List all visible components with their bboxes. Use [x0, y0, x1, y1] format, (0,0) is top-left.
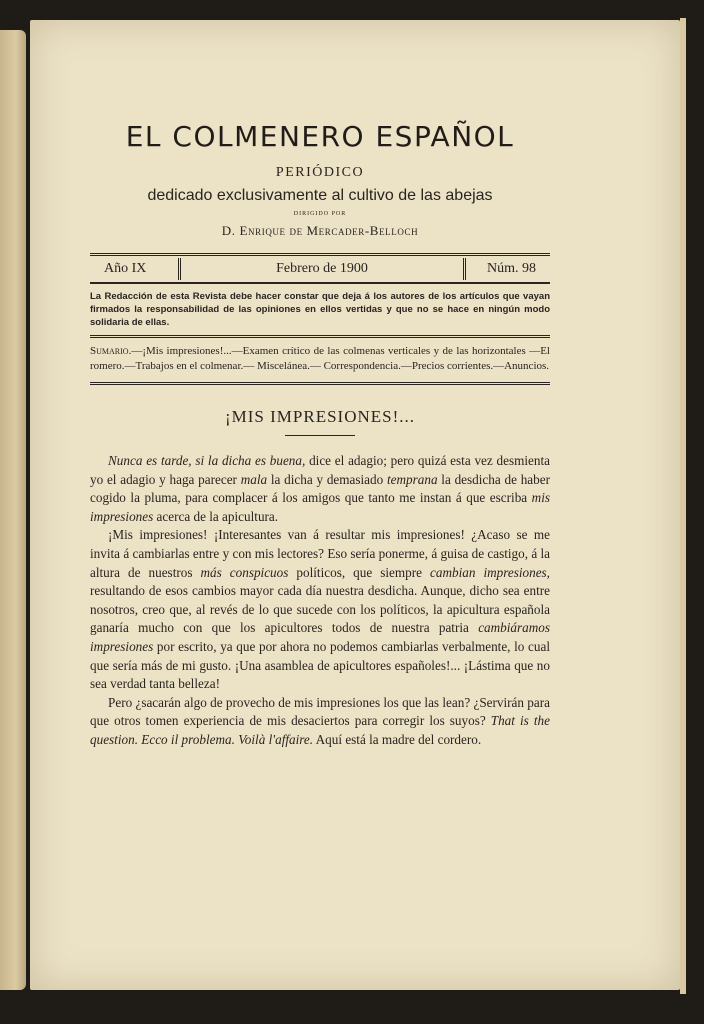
italic-phrase: mis impresiones [90, 490, 550, 524]
issue-summary [90, 344, 550, 385]
text-run: resultando de esos cambios mayor cada día nuestra desdicha. Aunque, dicho sea entre nosotros, creo que, al revés de lo que sucede con los políticos, la apicultura española ganaría mucho con que los apicultores todos de nuestra patria [90, 583, 550, 636]
text-run: políticos, que siempre [288, 564, 430, 580]
italic-phrase: Nunca es tarde, si la dicha es buena, [108, 453, 306, 468]
issue-date: Febrero de 1900 [276, 261, 368, 276]
text-run: Pero ¿sacarán algo de provecho de mis impresiones los que las lean? ¿Servirán para que otros tomen experiencia de mis desaciertos para corregir los suyos? [90, 694, 550, 729]
text-run: Aquí está la madre del cordero. [313, 731, 482, 747]
issue-bar [90, 253, 550, 284]
italic-phrase: cambiáramos impresiones [90, 620, 550, 654]
text-run: ¡Mis impresiones! ¡Interesantes van á resultar mis impresiones! ¿Acaso se me invita á cambiarlas entre y con mis lectores? Eso sería ponerme, á guisa de castigo, á la altura de nuestros [90, 527, 550, 580]
text-run: la dicha y demasiado [267, 471, 387, 487]
article-paragraph [90, 694, 550, 750]
heading-rule [285, 435, 355, 436]
italic-phrase: cambian impresiones, [430, 564, 550, 580]
right-page-edge [680, 18, 686, 994]
journal-director: D. Enrique de Mercader-Belloch [221, 223, 419, 238]
article-body [90, 452, 550, 750]
directed-by-label: DIRIGIDO POR [293, 211, 347, 217]
issue-number: Núm. 98 [487, 261, 536, 276]
text-run: la desdicha de haber cogido la pluma, para complacer á los amigos que tanto me instan á que escriba [90, 471, 550, 506]
journal-title: EL COLMENERO ESPAÑOL [125, 120, 515, 153]
journal-subtitle: PERIÓDICO [275, 165, 365, 180]
text-run: dice el adagio; pero quizá esta vez desmienta yo el adagio y haga parecer [90, 453, 550, 487]
summary-label: Sumario. [90, 345, 132, 357]
italic-phrase: mala [240, 471, 268, 487]
journal-dedication: dedicado exclusivamente al cultivo de las abejas [147, 187, 493, 204]
page-content [90, 110, 550, 750]
italic-phrase: That is the question. Ecco il problema. Voilà l'affaire. [90, 713, 550, 747]
editorial-notice: La Redacción de esta Revista debe hacer constar que deja á los autores de los artículos que vayan firmados la responsabilidad de las opiniones en ellos vertidas y que no se hace en ningún modo solidaria de ellas. [90, 290, 550, 338]
left-page-edge [0, 30, 26, 990]
italic-phrase: temprana [386, 471, 438, 487]
article-heading: ¡MIS IMPRESIONES!... [224, 407, 416, 426]
italic-phrase: más conspicuos [200, 564, 289, 580]
text-run: acerca de la apicultura. [153, 508, 279, 524]
article-paragraph [90, 526, 550, 693]
issue-year: Año IX [104, 261, 147, 276]
summary-text: —¡Mis impresiones!...—Examen crítico de las colmenas verticales y de las horizontales —El romero.—Trabajos en el colmenar.— Miscelánea.— Correspondencia.—Precios corrientes.—Anuncios. [90, 345, 550, 372]
text-run: por escrito, ya que por ahora no podemos cambiarlas verbalmente, lo cual que sería más de mi gusto. ¡Una asamblea de apicultores españoles!... ¡Lástima que no sea verdad tanta belleza! [90, 638, 550, 692]
article-paragraph [90, 452, 550, 526]
